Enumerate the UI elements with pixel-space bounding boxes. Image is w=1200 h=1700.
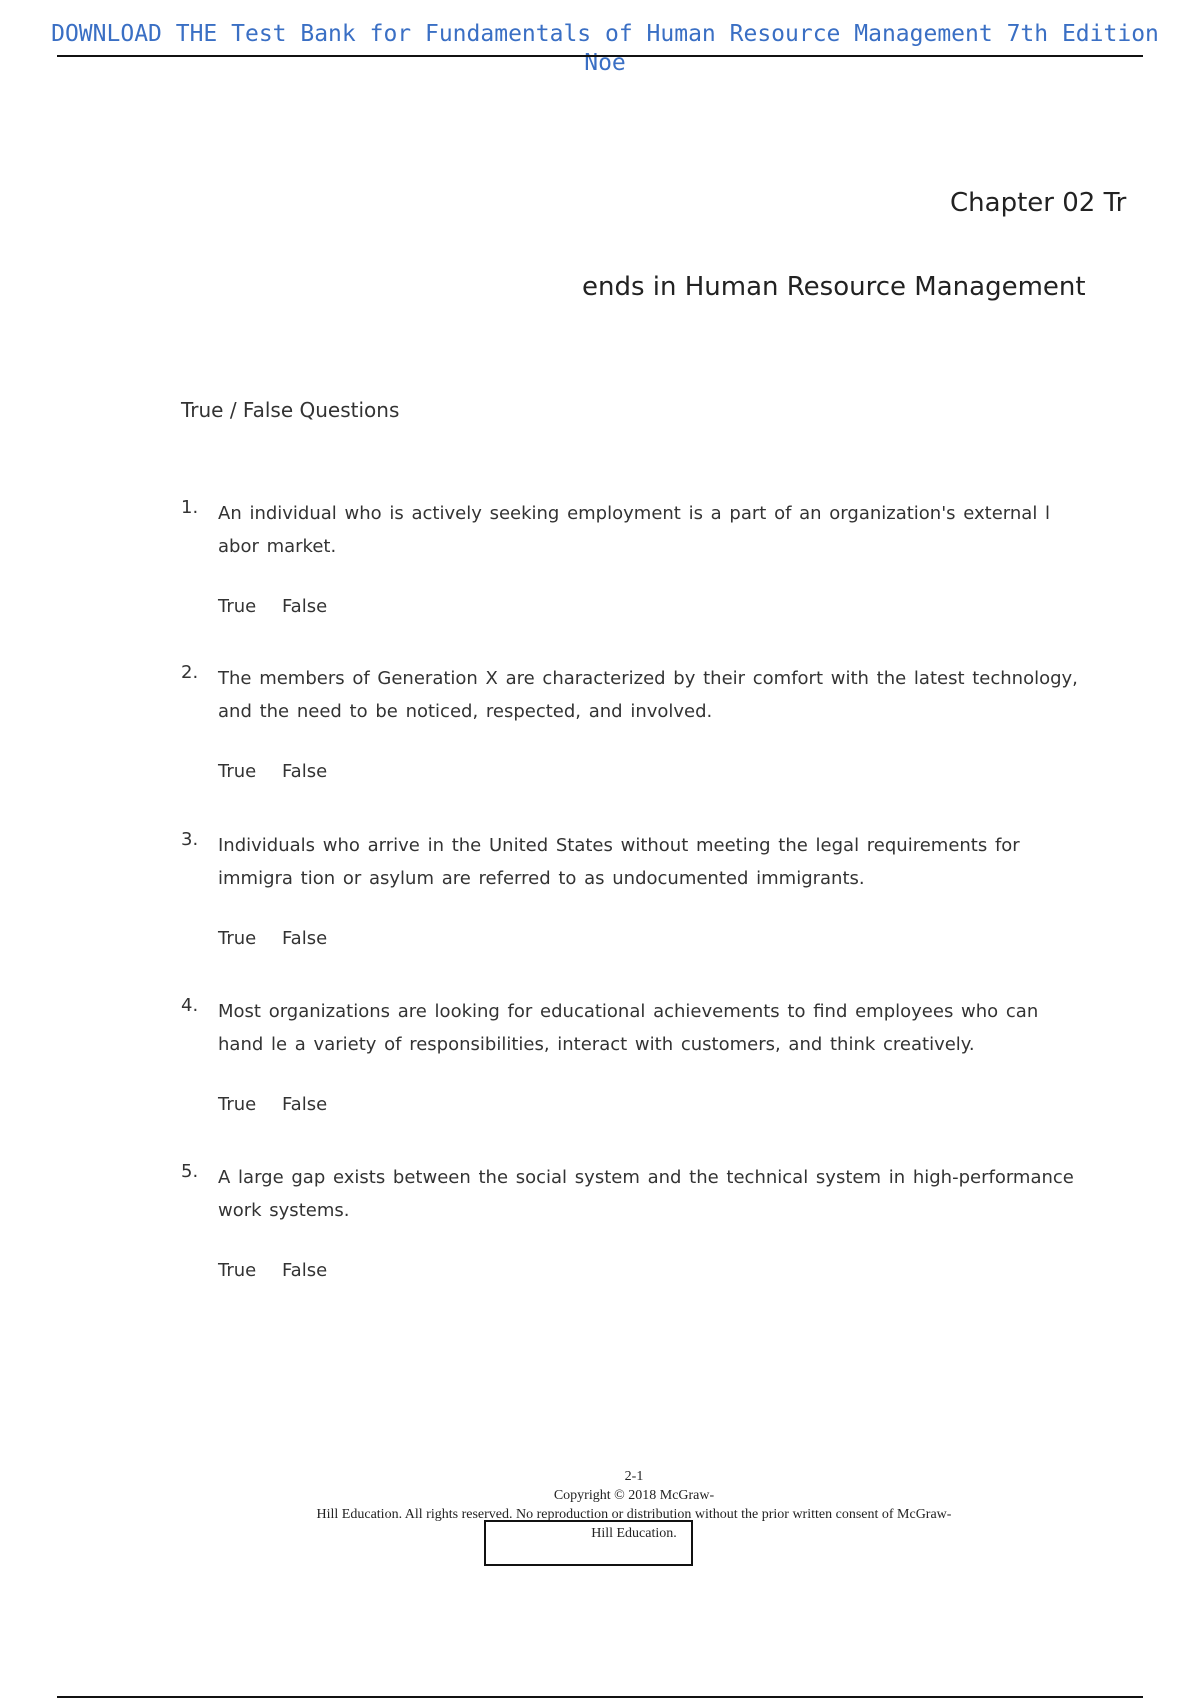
copyright-line-3: Hill Education. — [591, 1526, 677, 1541]
watermark-stamp-box — [484, 1520, 693, 1566]
answer-options — [218, 1094, 327, 1115]
header-divider — [57, 55, 1143, 57]
page-number: 2-1 — [624, 1469, 644, 1484]
option-true[interactable]: True — [218, 761, 257, 782]
question-number: 1. — [181, 497, 199, 518]
copyright-line-2: Hill Education. All rights reserved. No reproduction or distribution without the prior written consent of McGraw- — [316, 1507, 952, 1522]
question-text: The members of Generation X are characterized by their comfort with the latest technology, and the need to be noticed, respected, and involved. — [218, 668, 1078, 722]
option-true[interactable]: True — [218, 1094, 257, 1115]
section-heading: True / False Questions — [181, 398, 400, 422]
answer-options — [218, 761, 327, 782]
chapter-title-part2: ends in Human Resource Management — [582, 272, 1086, 302]
question-number: 3. — [181, 829, 199, 850]
option-true[interactable]: True — [218, 928, 257, 949]
answer-options — [218, 928, 327, 949]
question-text: Most organizations are looking for educational achievements to find employees who can hand le a variety of responsibilities, interact with customers, and think creatively. — [218, 1001, 1039, 1055]
download-banner-link[interactable]: DOWNLOAD THE Test Bank for Fundamentals of Human Resource Management 7th Edition Noe — [51, 21, 1159, 76]
option-false[interactable]: False — [281, 596, 328, 617]
option-true[interactable]: True — [218, 596, 257, 617]
question-number: 5. — [181, 1161, 199, 1182]
chapter-title-part1: Chapter 02 Tr — [950, 188, 1127, 218]
answer-options — [218, 596, 327, 617]
option-true[interactable]: True — [218, 1260, 257, 1281]
copyright-line-1: Copyright © 2018 McGraw- — [553, 1488, 715, 1503]
question-text: An individual who is actively seeking employment is a part of an organization's external l abor market. — [218, 503, 1051, 557]
question-number: 2. — [181, 662, 199, 683]
footer-divider — [57, 1696, 1143, 1698]
option-false[interactable]: False — [281, 928, 328, 949]
option-false[interactable]: False — [281, 1094, 328, 1115]
question-number: 4. — [181, 995, 199, 1016]
option-false[interactable]: False — [281, 761, 328, 782]
question-text: Individuals who arrive in the United States without meeting the legal requirements for immigra tion or asylum are referred to as undocumented immigrants. — [218, 835, 1020, 889]
question-text: A large gap exists between the social system and the technical system in high-performance work systems. — [218, 1167, 1074, 1221]
option-false[interactable]: False — [281, 1260, 328, 1281]
answer-options — [218, 1260, 327, 1281]
